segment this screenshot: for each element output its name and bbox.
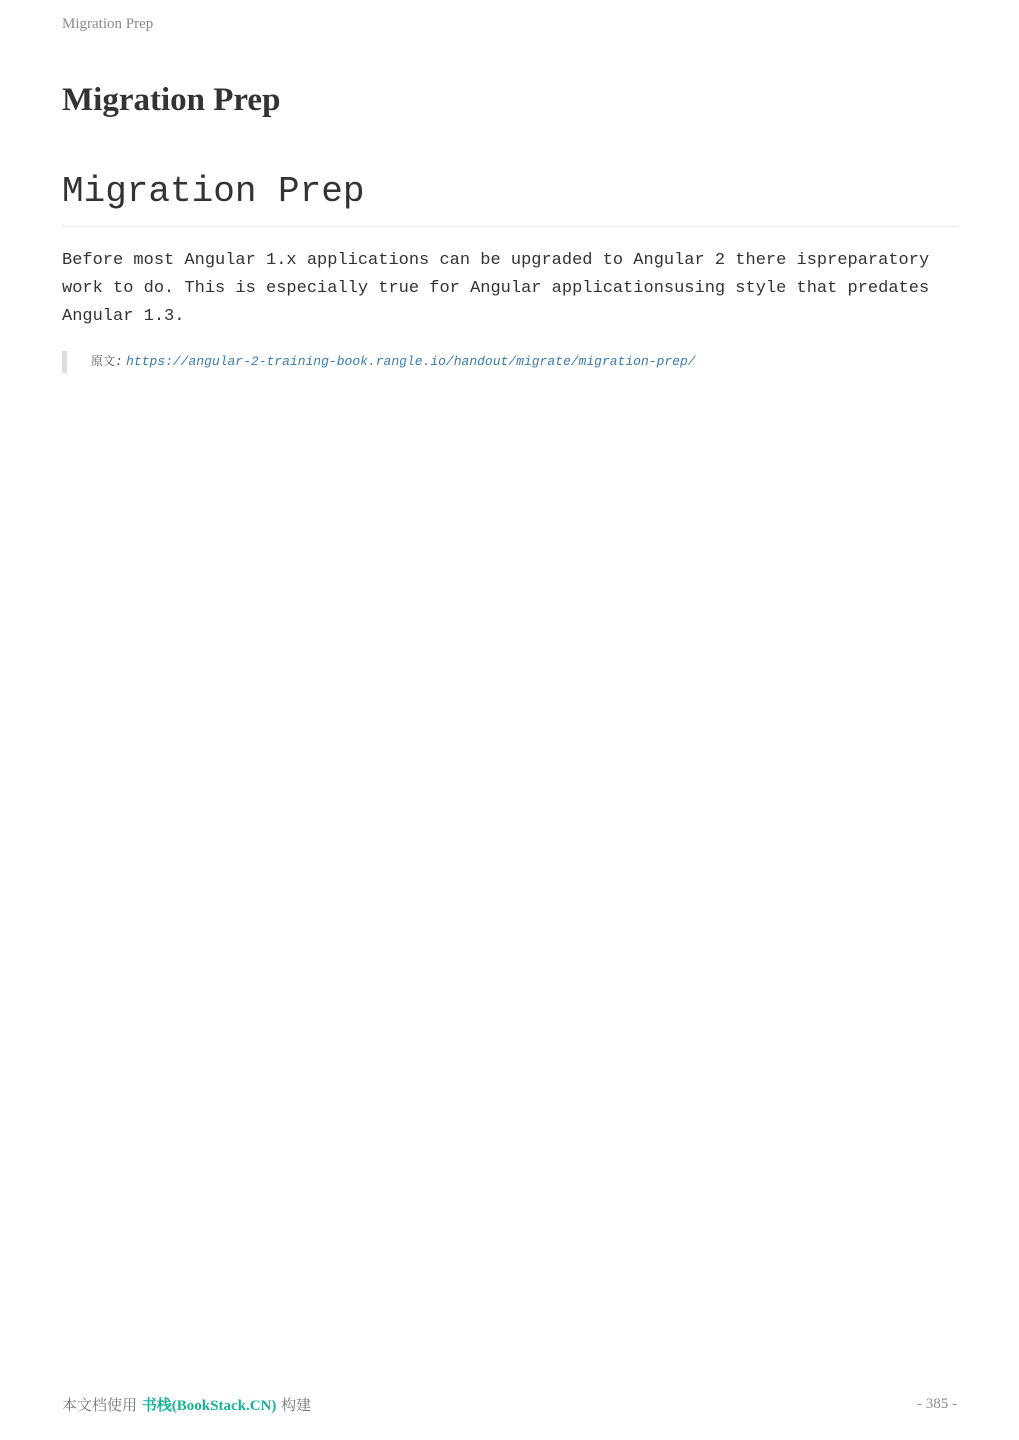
source-colon: : <box>115 354 123 369</box>
source-blockquote <box>62 351 971 373</box>
source-label: 原文 <box>91 354 116 368</box>
footer-credit <box>62 1394 311 1415</box>
body-paragraph: Before most Angular 1.x applications can be upgraded to Angular 2 there ispreparatory work to do. This is especially true for Angular applicationsusing style that predates Angular 1.3. <box>62 251 930 326</box>
section-title: Migration Prep <box>62 170 957 227</box>
footer-prefix: 本文档使用 <box>62 1396 138 1414</box>
source-link[interactable]: https://angular-2-training-book.rangle.io/handout/migrate/migration-prep/ <box>126 354 696 369</box>
footer-brand-link[interactable]: 书栈(BookStack.CN) <box>141 1398 277 1414</box>
chapter-title: Migration Prep <box>62 82 281 118</box>
running-header-title: Migration Prep <box>62 16 154 32</box>
footer-suffix: 构建 <box>281 1396 312 1414</box>
page-number: - 385 - <box>917 1396 957 1412</box>
